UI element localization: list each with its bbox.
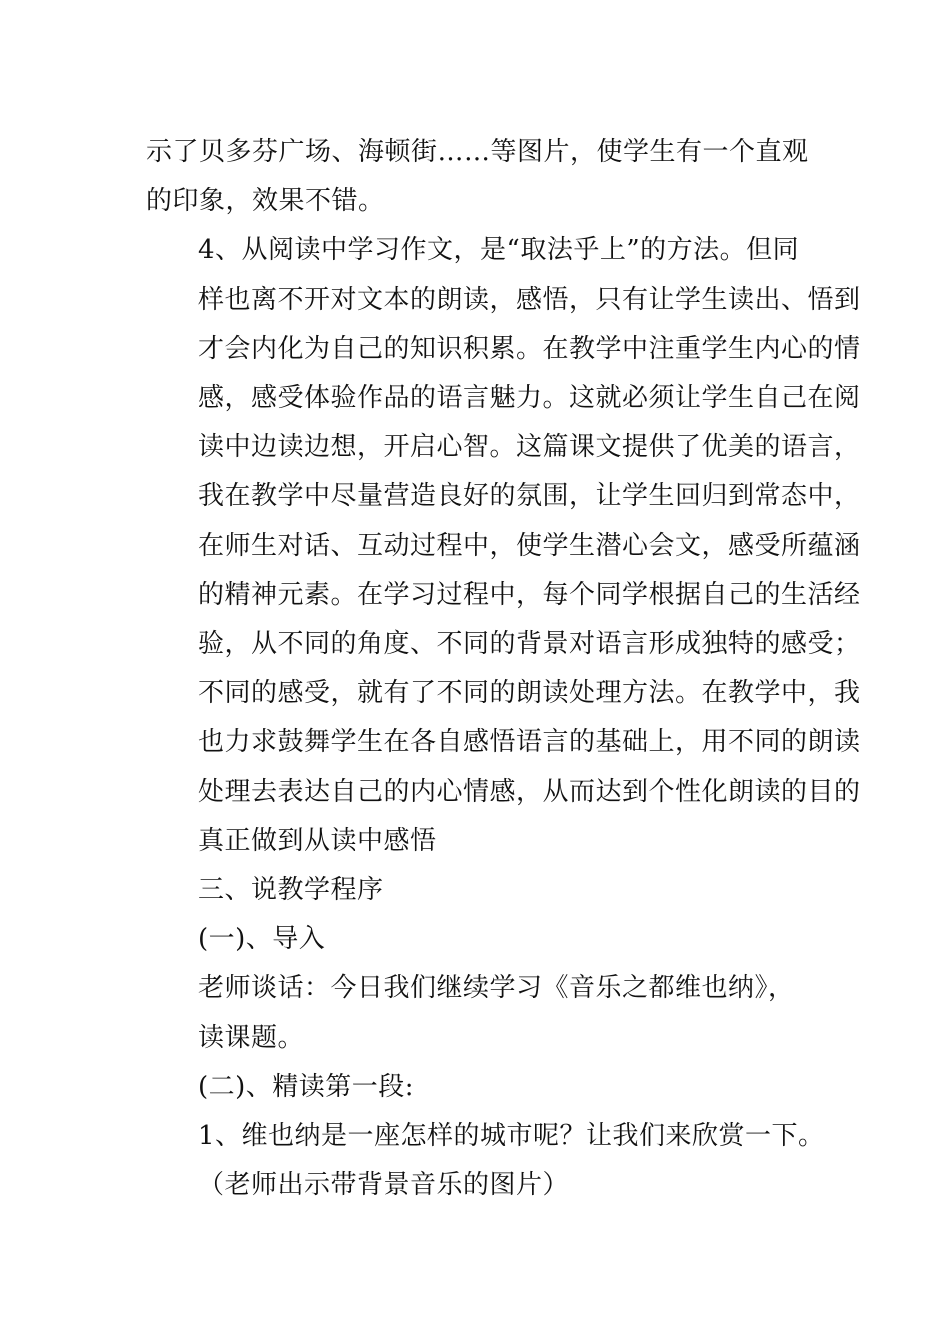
- text-line: 三、说教学程序: [198, 875, 384, 906]
- text-line: (二)、精读第一段:: [198, 1071, 415, 1102]
- text-line: 真正做到从读中感悟: [198, 825, 437, 856]
- text-line: 样也离不开对文本的朗读，感悟，只有让学生读出、悟到: [198, 284, 861, 315]
- paragraph: [146, 1063, 810, 1112]
- text-line: 在师生对话、互动过程中，使学生潜心会文，感受所蕴涵: [198, 530, 861, 561]
- text-line: 验，从不同的角度、不同的背景对语言形成独特的感受；: [198, 629, 861, 660]
- text-line: 老师谈话：今日我们继续学习《音乐之都维也纳》，: [198, 973, 795, 1004]
- text-line: 4、从阅读中学习作文，是“取法乎上”的方法。但同: [198, 235, 800, 266]
- text-line: 不同的感受，就有了不同的朗读处理方法。在教学中，我: [198, 678, 861, 709]
- text-line: 才会内化为自己的知识积累。在教学中注重学生内心的情: [198, 333, 861, 364]
- text-line: 处理去表达自己的内心情感，从而达到个性化朗读的目的: [198, 776, 861, 807]
- paragraph: [146, 1112, 825, 1210]
- text-line: 也力求鼓舞学生在各自感悟语言的基础上，用不同的朗读: [198, 727, 861, 758]
- paragraph: [146, 964, 810, 1062]
- text-line: 的印象，效果不错。: [146, 186, 385, 217]
- paragraph: [146, 915, 810, 964]
- paragraph: [146, 128, 810, 226]
- text-line: 我在教学中尽量营造良好的氛围，让学生回归到常态中，: [198, 481, 861, 512]
- paragraph: [146, 866, 810, 915]
- text-line: (一)、导入: [198, 924, 326, 955]
- document-body: [146, 128, 861, 1210]
- text-line: （老师出示带背景音乐的图片）: [198, 1170, 570, 1201]
- text-line: 示了贝多芬广场、海顿街……等图片，使学生有一个直观: [146, 137, 809, 167]
- text-line: 1、维也纳是一座怎样的城市呢？让我们来欣赏一下。: [198, 1121, 825, 1152]
- paragraph: [146, 226, 861, 866]
- text-line: 的精神元素。在学习过程中，每个同学根据自己的生活经: [198, 579, 861, 610]
- text-line: 读课题。: [198, 1022, 305, 1053]
- text-line: 读中边读边想，开启心智。这篇课文提供了优美的语言，: [198, 432, 861, 463]
- text-line: 感，感受体验作品的语言魅力。这就必须让学生自己在阅: [198, 383, 861, 414]
